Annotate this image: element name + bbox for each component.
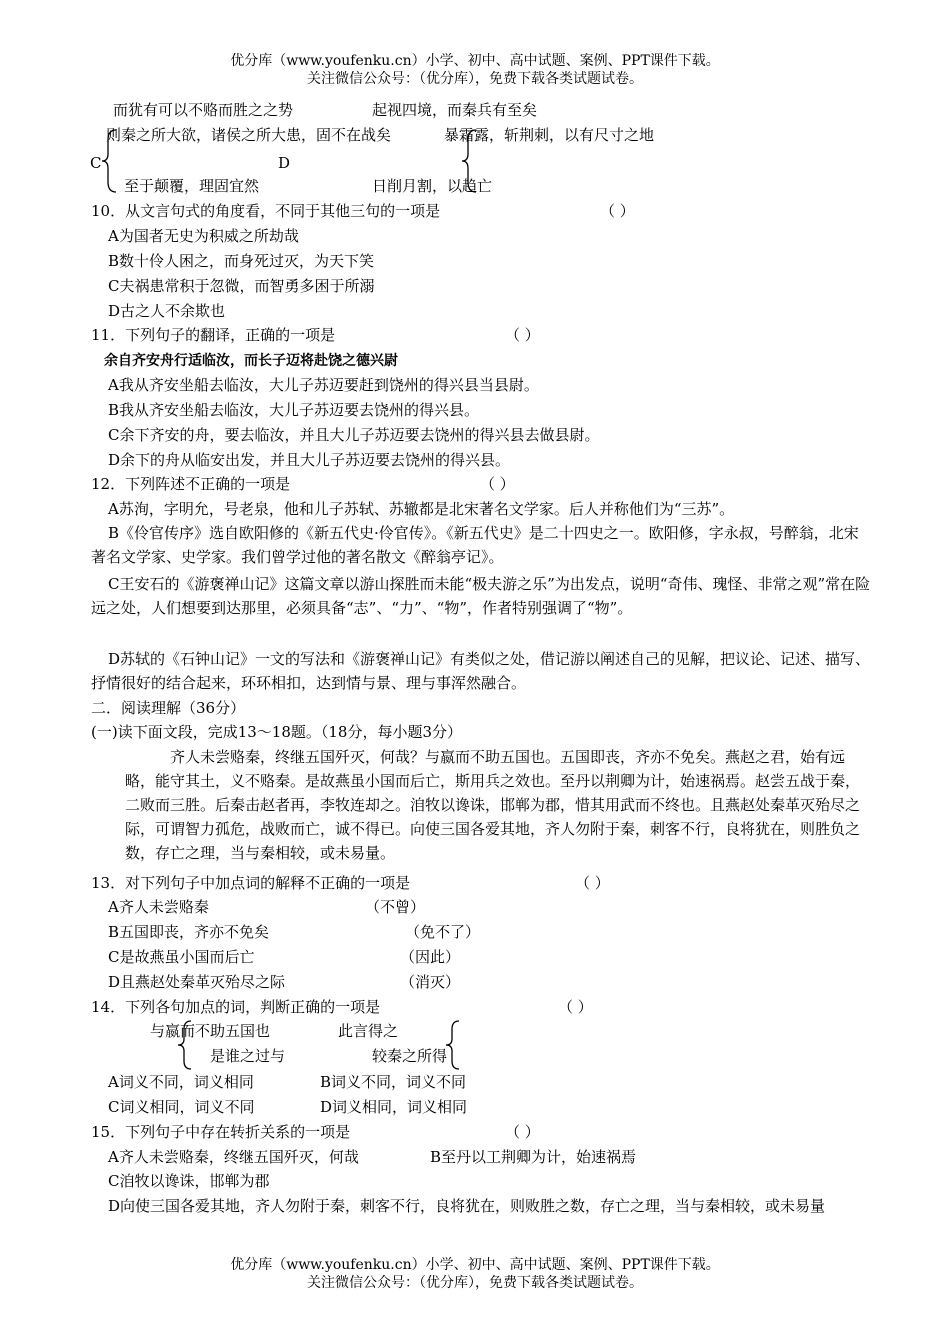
q14-option-d: D词义相同，词义相同 [320,1098,468,1116]
footer-line-2: 关注微信公众号：（优分库），免费下载各类试题试卷。 [307,1275,643,1291]
q14-right-line2: 较秦之所得 [372,1047,448,1065]
q13-stem: 13．对下列句子中加点词的解释不正确的一项是 [91,874,411,892]
q9-d-line1: 起视四境，而秦兵有至矣 [372,101,538,119]
q11-option-b: B我从齐安坐船去临汝，大儿子苏迈要去饶州的得兴县。 [108,401,480,419]
q15-option-d: D向使三国各爱其地，齐人勿附于秦，刺客不行，良将犹在，则败胜之数，存亡之理，当与秦相较，或未易量 [108,1197,826,1215]
q15-option-c: C洎牧以谗诛，邯郸为郡 [108,1172,270,1190]
q13-option-b: B五国即丧，齐亦不免矣 [108,923,270,941]
section2-subtitle: (一)读下面文段，完成13～18题。（18分，每小题3分） [91,723,463,741]
q10-option-a: A为国者无史为积威之所劫哉 [108,227,299,245]
q12-stem: 12．下列阵述不正确的一项是 [91,475,291,493]
q9-c-label: C [90,154,102,172]
header-line-1: 优分库（www.youfenku.cn）小学、初中、高中试题、案例、PPT课件下载。 [230,53,720,69]
q12-option-c: C王安石的《游褒禅山记》这篇文章以游山探胜而未能“极夫游之乐”为出发点，说明“奇伟、瑰怪、非常之观”常在险远之处，人们想要到达那里，必须具备“志”、“力”、“物”，作者特别强调了“物”。 [91,575,871,617]
passage: 齐人未尝赂秦，终继五国歼灭，何哉？与嬴而不助五国也。五国即丧，齐亦不免矣。燕赵之君，始有远略，能守其土，义不赂秦。是故燕虽小国而后亡，斯用兵之效也。至丹以荆卿为计，始速祸焉。赵尝五战于秦，二败而三胜。后秦击赵者再，李牧连却之。洎牧以谗诛，邯郸为郡，惜其用武而不终也。且燕赵处秦革灭殆尽之际，可谓智力孤危，战败而亡，诚不得已。向使三国各爱其地，齐人勿附于秦，刺客不行，良将犹在，则胜负之数，存亡之理，当与秦相较，或未易量。 [125,748,861,862]
q13-option-c-note: （因此） [400,948,461,966]
brace-left-icon [100,128,120,194]
q9-c-line1: 而犹有可以不赂而胜之之势 [113,101,294,119]
footer-line-1: 优分库（www.youfenku.cn）小学、初中、高中试题、案例、PPT课件下载。 [230,1257,720,1273]
q13-option-d-note: （消灭） [400,973,461,991]
q10-option-c: C夫祸患常积于忽微，而智勇多困于所溺 [108,277,375,295]
q14-left-line1: 与嬴而不助五国也 [150,1022,271,1040]
q14-left-line2: 是谁之过与 [210,1047,286,1065]
q11-option-a: A我从齐安坐船去临汝，大儿子苏迈要赶到饶州的得兴县当县尉。 [108,376,539,394]
q14-brace-right-icon [444,1019,462,1071]
q12-option-d: D苏轼的《石钟山记》一文的写法和《游褒禅山记》有类似之处，借记游以阐述自己的见解，把议论、记述、描写、抒情很好的结合起来，环环相扣，达到情与景、理与事浑然融合。 [91,650,871,692]
q12-option-a: A苏洵，字明允，号老泉，他和儿子苏轼、苏辙都是北宋著名文学家。后人并称他们为“三苏”。 [108,500,735,518]
q9-d-line3: 日削月割，以趋亡 [372,177,493,195]
q10-option-d: D古之人不余欺也 [108,302,226,320]
q11-option-d: D余下的舟从临安出发，并且大儿子苏迈要去饶州的得兴县。 [108,451,511,469]
section2-title: 二．阅读理解（36分） [91,699,246,717]
q9-c-line3: 至于颠覆，理固宜然 [124,177,260,195]
q14-paren: （ ） [558,998,593,1016]
q15-stem: 15．下列句子中存在转折关系的一项是 [91,1123,351,1141]
q12-option-b: B《伶官传序》选自欧阳修的《新五代史·伶官传》。《新五代史》是二十四史之一。欧阳修，字永叔，号醉翁，北宋著名文学家、史学家。我们曾学过他的著名散文《醉翁亭记》。 [91,524,859,566]
q13-option-b-note: （免不了） [405,923,481,941]
q10-option-b: B数十伶人困之，而身死过灭，为天下笑 [108,252,375,270]
q13-option-a-note: （不曾） [365,898,426,916]
q11-option-c: C余下齐安的舟，要去临汝，并且大儿子苏迈要去饶州的得兴县去做县尉。 [108,426,600,444]
q14-stem: 14．下列各句加点的词，判断正确的一项是 [91,998,381,1016]
q14-option-c: C词义相同，词义不同 [108,1098,255,1116]
q10-paren: （ ） [600,202,635,220]
q15-option-a: A齐人未尝赂秦，终继五国歼灭，何哉 [108,1148,359,1166]
q9-d-line2: 暴霜露，斩荆刺，以有尺寸之地 [444,126,655,144]
q9-c-line2: 则秦之所大欲，诸侯之所大患，固不在战矣 [106,126,392,144]
q14-option-b: B词义不同，词义不同 [320,1073,467,1091]
q13-option-d: D且燕赵处秦革灭殆尽之际 [108,973,286,991]
q13-paren: （ ） [575,874,610,892]
q9-d-label: D [278,154,291,172]
q12-paren: （ ） [480,475,515,493]
q11-paren: （ ） [505,326,540,344]
q15-option-b: B至丹以工荆卿为计，始速祸焉 [430,1148,637,1166]
header-line-2: 关注微信公众号：（优分库），免费下载各类试题试卷。 [307,71,643,87]
q14-brace-left-icon [176,1019,194,1071]
q14-right-line1: 此言得之 [338,1022,399,1040]
q13-option-a: A齐人未尝赂秦 [108,898,209,916]
brace-right-icon [460,128,480,194]
q14-option-a: A词义不同，词义相同 [108,1073,254,1091]
q13-option-c: C是故燕虽小国而后亡 [108,948,255,966]
q15-paren: （ ） [505,1123,540,1141]
q11-sentence: 余自齐安舟行适临汝，而长子迈将赴饶之德兴尉 [104,353,398,369]
q11-stem: 11．下列句子的翻译，正确的一项是 [91,326,336,344]
q10-stem: 10．从文言句式的角度看，不同于其他三句的一项是 [91,202,441,220]
